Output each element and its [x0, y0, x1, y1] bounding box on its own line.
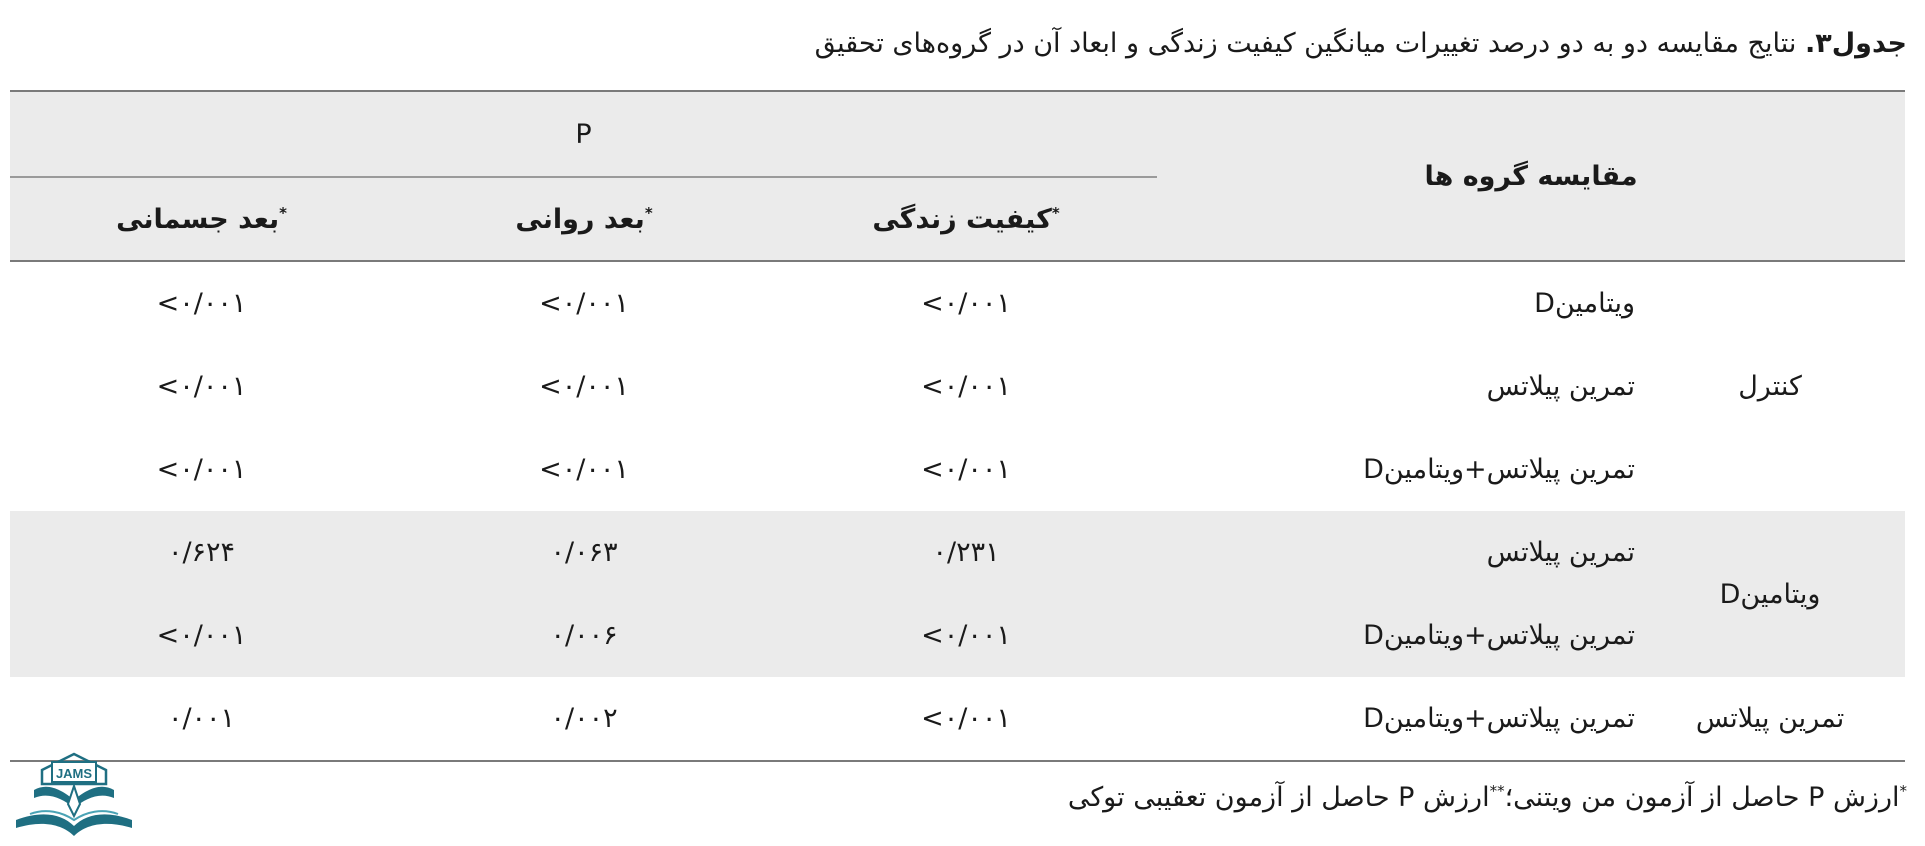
p-value: ۰/۰۰۶	[393, 594, 775, 677]
col-header-physical: *بعد جسمانی	[116, 203, 287, 235]
table-footnote	[207, 782, 1907, 813]
table-row	[10, 345, 1905, 428]
group-name: تمرین پیلاتس	[1695, 703, 1845, 734]
group-comparison-header: مقایسه گروه ها	[1424, 160, 1638, 192]
table-row	[10, 511, 1905, 594]
col-header-psychological: *بعد روانی	[515, 203, 653, 235]
p-value: <۰/۰۰۱	[539, 371, 629, 402]
compare-group: تمرین پیلاتس+ویتامینD	[1363, 454, 1636, 485]
group-name: ویتامینD	[1635, 511, 1905, 677]
p-value: <۰/۰۰۱	[539, 288, 629, 319]
p-header: P	[10, 91, 1157, 177]
compare-group: تمرین پیلاتس+ویتامینD	[1363, 703, 1636, 734]
table-row	[10, 594, 1905, 677]
p-value: ۰/۰۰۲	[550, 703, 618, 734]
p-value: <۰/۰۰۱	[921, 371, 1011, 402]
caption-label: جدول۳.	[1804, 28, 1907, 59]
compare-group: تمرین پیلاتس	[1486, 371, 1636, 402]
footnote-mark-2: **	[1489, 782, 1505, 800]
results-table	[10, 90, 1905, 762]
jams-logo	[12, 750, 136, 842]
p-value: <۰/۰۰۱	[156, 371, 247, 402]
p-value: <۰/۰۰۱	[156, 454, 247, 485]
p-value: <۰/۰۰۱	[921, 703, 1011, 734]
col-header-quality-of-life: *کیفیت زندگی	[872, 203, 1060, 235]
p-value: <۰/۰۰۱	[539, 454, 629, 485]
footnote-mark-1: *	[1899, 782, 1907, 800]
p-value: <۰/۰۰۱	[775, 594, 1157, 677]
p-value: ۰/۲۳۱	[775, 511, 1157, 594]
compare-group: تمرین پیلاتس	[1157, 511, 1635, 594]
jams-logo-icon	[12, 750, 136, 842]
caption-text: نتایج مقایسه دو به دو درصد تغییرات میانگین کیفیت زندگی و ابعاد آن در گروه‌های تحقیق	[814, 28, 1805, 59]
p-value: <۰/۰۰۱	[156, 288, 247, 319]
p-value: ۰/۶۲۴	[10, 511, 393, 594]
p-value: <۰/۰۰۱	[921, 454, 1011, 485]
p-value: ۰/۰۶۳	[393, 511, 775, 594]
compare-group: ویتامینD	[1534, 288, 1636, 319]
footnote-text-1: ارزش P حاصل از آزمون من ویتنی؛	[1504, 782, 1900, 813]
table-caption	[27, 22, 1907, 66]
group-name: کنترل	[1738, 371, 1802, 402]
compare-group: تمرین پیلاتس+ویتامینD	[1157, 594, 1635, 677]
footnote-text-2: ارزش P حاصل از آزمون تعقیبی توکی	[1067, 782, 1490, 813]
p-value: ۰/۰۰۱	[167, 703, 236, 734]
table-row	[10, 677, 1905, 761]
p-value: <۰/۰۰۱	[10, 594, 393, 677]
table-row	[10, 428, 1905, 511]
logo-text: JAMS	[55, 766, 93, 781]
table-row	[10, 261, 1905, 345]
p-value: <۰/۰۰۱	[921, 288, 1011, 319]
